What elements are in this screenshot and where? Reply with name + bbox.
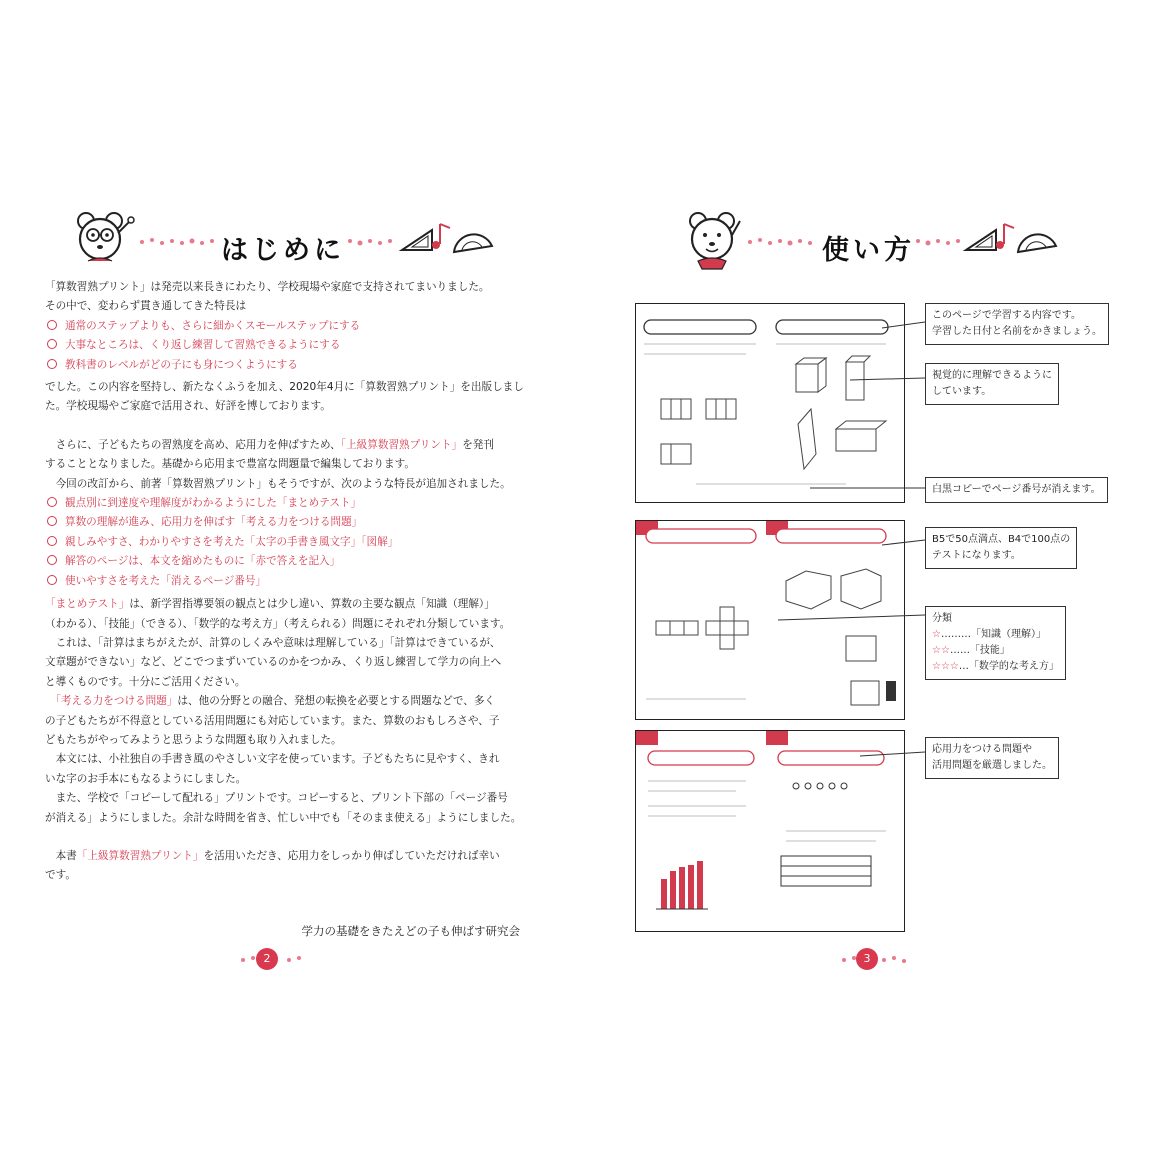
page-title-tsukaikata: 使い方 (822, 235, 915, 266)
para3-line-3: 今回の改訂から、前著「算数習熟プリント」もそうですが、次のような特長が追加されました。 (55, 477, 511, 490)
para6-line-2: いな字のお手本にもなるようにしました。 (45, 772, 247, 785)
para3-line-2: することとなりました。基礎から応用まで豊富な問題量で編集しております。 (45, 458, 415, 471)
callout-applied-problems: 応用力をつける問題や 活用問題を厳選しました。 (925, 737, 1059, 779)
closing-line-1: 本書「上級算数習熟プリント」を活用いただき、応用力をしっかり伸ばしていただければ幸い (55, 849, 500, 862)
para5-line-1: 「考える力をつける問題」は、他の分野との融合、発想の転換を必要とする問題などで、多く (55, 695, 496, 708)
para6-line-3: また、学校で「コピーして配れる」プリントです。コピーすると、プリント下部の「ページ番号 (55, 792, 508, 805)
closing-line-2: です。 (45, 869, 76, 882)
page-number-badge: 2 (256, 948, 278, 970)
triangle-ruler-icon (402, 230, 432, 250)
star-icon: ☆☆ (932, 645, 950, 656)
para4-line-2: （わかる）、「技能」（できる）、「数学的な考え方」（考えられる）問題にそれぞれ分類しています。 (45, 617, 511, 630)
circle-bullet-icon (47, 497, 57, 507)
feature-item: 算数の理解が進み、応用力を伸ばす「考える力をつける問題」 (45, 513, 535, 532)
para6-line-4: が消える」ようにしました。余計な時間を省き、忙しい中でも「そのまま使える」ようにしました。 (45, 811, 522, 824)
feature-item: 通常のステップよりも、さらに細かくスモールステップにする (45, 317, 535, 336)
para4-line-4: 文章題ができない」など、どこでつまずいているのかをつかみ、くり返し練習して学力の向上へ (45, 656, 502, 669)
feature-item: 解答のページは、本文を縮めたものに「赤で答えを記入」 (45, 552, 535, 571)
callout-test-score: B5で50点満点、B4で100点の テストになります。 (925, 527, 1077, 569)
callout-learning-content: このページで学習する内容です。 学習した日付と名前をかきましょう。 (925, 303, 1109, 345)
circle-bullet-icon (47, 516, 57, 526)
circle-bullet-icon (47, 555, 57, 565)
intro-line-2: その中で、変わらず貫き通してきた特長は (45, 300, 247, 313)
para6-line-1: 本文には、小社独自の手書き風のやさしい文字を使っています。子どもたちに見やすく、きれ (55, 753, 500, 766)
right-page (600, 200, 1140, 980)
circle-bullet-icon (47, 536, 57, 546)
left-page (30, 200, 530, 980)
circle-bullet-icon (47, 339, 57, 349)
star-icon: ☆ (932, 629, 941, 640)
para4-line-3: これは、「計算はまちがえたが、計算のしくみや意味は理解している」「計算はできているが、 (55, 636, 501, 649)
intro-line-1: 「算数習熟プリント」は発売以来長きにわたり、学校現場や家庭で支持されてまいりました。 (45, 281, 490, 293)
para2-line-2: た。学校現場やご家庭で活用され、好評を博しております。 (45, 400, 331, 413)
para4-line-5: と導くものです。十分にご活用ください。 (45, 675, 246, 688)
left-header (30, 200, 530, 280)
para5-line-2: の子どもたちが不得意としている活用問題にも対応しています。また、算数のおもしろさや、子 (45, 714, 500, 727)
para2-line-1: でした。この内容を堅持し、新たなくふうを加え、2020年4月に「算数習熟プリント」を出版しまし (45, 381, 524, 394)
feature-item: 親しみやすさ、わかりやすさを考えた「太字の手書き風文字」「図解」 (45, 533, 535, 552)
para4-line-1: 「まとめテスト」は、新学習指導要領の観点とは少し違い、算数の主要な観点「知識（理解）」 (45, 598, 495, 611)
page-title-hajimeni: はじめに (221, 235, 345, 266)
callout-leader-lines (600, 200, 1140, 980)
feature-item: 大事なところは、くり返し練習して習熟できるようにする (45, 336, 535, 355)
protractor-icon (454, 234, 492, 252)
callout-classification: 分類 ☆………「知識（理解）」 ☆☆……「技能」 ☆☆☆…「数学的な考え方」 (925, 606, 1066, 680)
bear-mascot-icon (78, 213, 134, 261)
feature-item: 使いやすさを考えた「消えるページ番号」 (45, 572, 535, 591)
classification-item: ☆………「知識（理解）」 (932, 629, 1046, 640)
circle-bullet-icon (47, 320, 57, 330)
callout-visual-understanding: 視覚的に理解できるように しています。 (925, 363, 1059, 405)
page-number-badge: 3 (856, 948, 878, 970)
classification-item: ☆☆……「技能」 (932, 645, 1010, 656)
introduction-text (45, 278, 535, 886)
para3-line-1: さらに、子どもたちの習熟度を高め、応用力を伸ばすため、「上級算数習熟プリント」を発刊 (55, 438, 494, 451)
signature: 学力の基礎をきたえどの子も伸ばす研究会 (301, 924, 520, 938)
callout-page-number-vanish: 白黒コピーでページ番号が消えます。 (925, 477, 1108, 503)
para5-line-3: どもたちがやってみようと思うような問題も取り入れました。 (45, 733, 342, 746)
right-pagenum-dots (830, 948, 930, 972)
feature-item: 教科書のレベルがどの子にも身につくようにする (45, 356, 535, 375)
feature-item: 観点別に到達度や理解度がわかるようにした「まとめテスト」 (45, 494, 535, 513)
circle-bullet-icon (47, 575, 57, 585)
music-note-icon (432, 224, 450, 249)
classification-item: ☆☆☆…「数学的な考え方」 (932, 661, 1059, 672)
circle-bullet-icon (47, 359, 57, 369)
star-icon: ☆☆☆ (932, 661, 959, 672)
